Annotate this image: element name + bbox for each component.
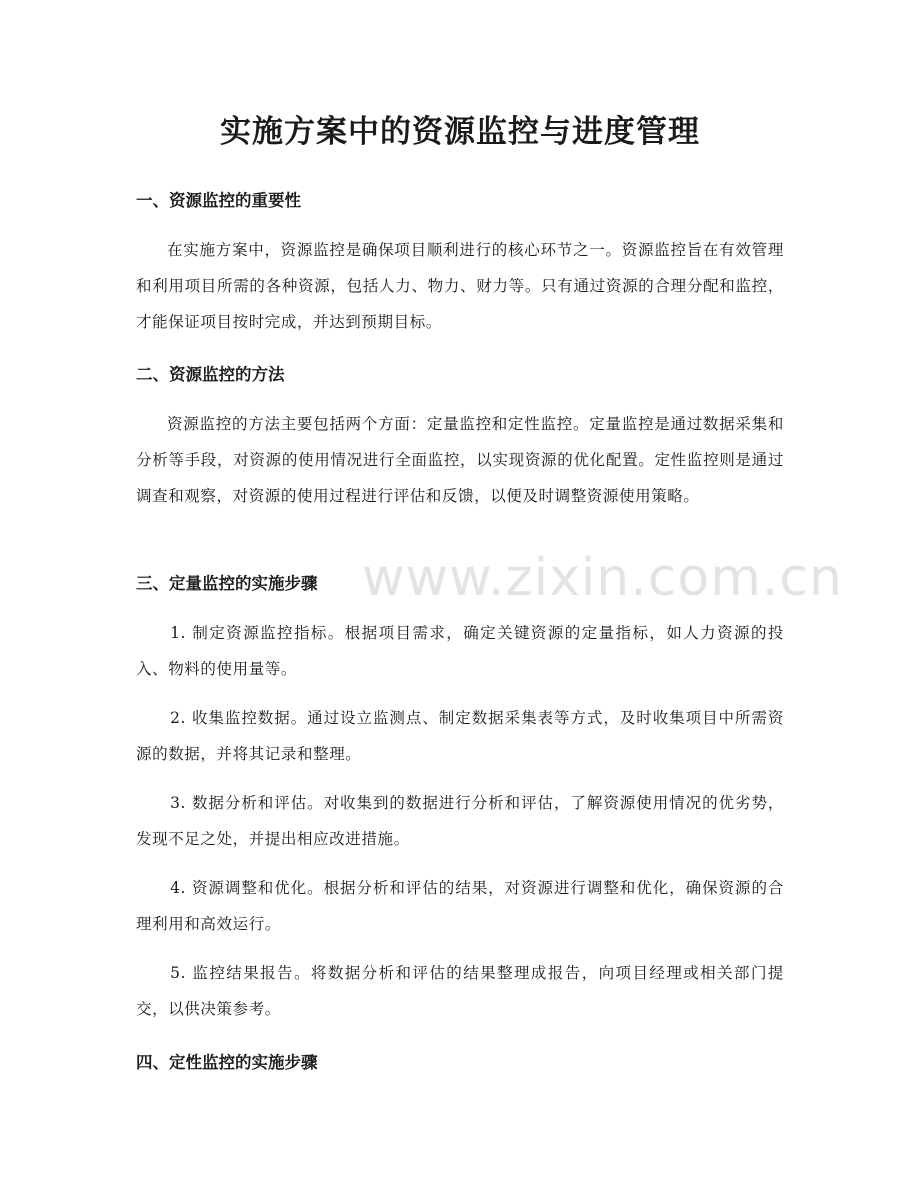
watermark: www.zixin.com.cn [362, 548, 843, 608]
section-heading-methods: 二、资源监控的方法 [136, 365, 285, 384]
list-item-step-5: 5. 监控结果报告。将数据分析和评估的结果整理成报告，向项目经理或相关部门提交，以供决策参考。 [136, 964, 784, 1018]
section-heading-qualitative: 四、定性监控的实施步骤 [136, 1053, 318, 1072]
list-item-step-1: 1. 制定资源监控指标。根据项目需求，确定关键资源的定量指标，如人力资源的投入、物料的使用量等。 [136, 624, 784, 678]
list-item-step-3: 3. 数据分析和评估。对收集到的数据进行分析和评估，了解资源使用情况的优劣势，发现不足之处，并提出相应改进措施。 [136, 794, 784, 848]
list-item-step-4: 4. 资源调整和优化。根据分析和评估的结果，对资源进行调整和优化，确保资源的合理利用和高效运行。 [136, 879, 784, 933]
section-heading-importance: 一、资源监控的重要性 [136, 191, 301, 210]
section-heading-quantitative: 三、定量监控的实施步骤 [136, 574, 318, 593]
paragraph-methods: 资源监控的方法主要包括两个方面：定量监控和定性监控。定量监控是通过数据采集和分析等手段，对资源的使用情况进行全面监控，以实现资源的优化配置。定性监控则是通过调查和观察，对资源的使用过程进行评估和反馈，以便及时调整资源使用策略。 [136, 415, 784, 505]
list-item-step-2: 2. 收集监控数据。通过设立监测点、制定数据采集表等方式，及时收集项目中所需资源的数据，并将其记录和整理。 [136, 709, 784, 763]
page-title: 实施方案中的资源监控与进度管理 [220, 114, 700, 150]
paragraph-importance: 在实施方案中，资源监控是确保项目顺利进行的核心环节之一。资源监控旨在有效管理和利用项目所需的各种资源，包括人力、物力、财力等。只有通过资源的合理分配和监控，才能保证项目按时完成，并达到预期目标。 [136, 241, 784, 331]
